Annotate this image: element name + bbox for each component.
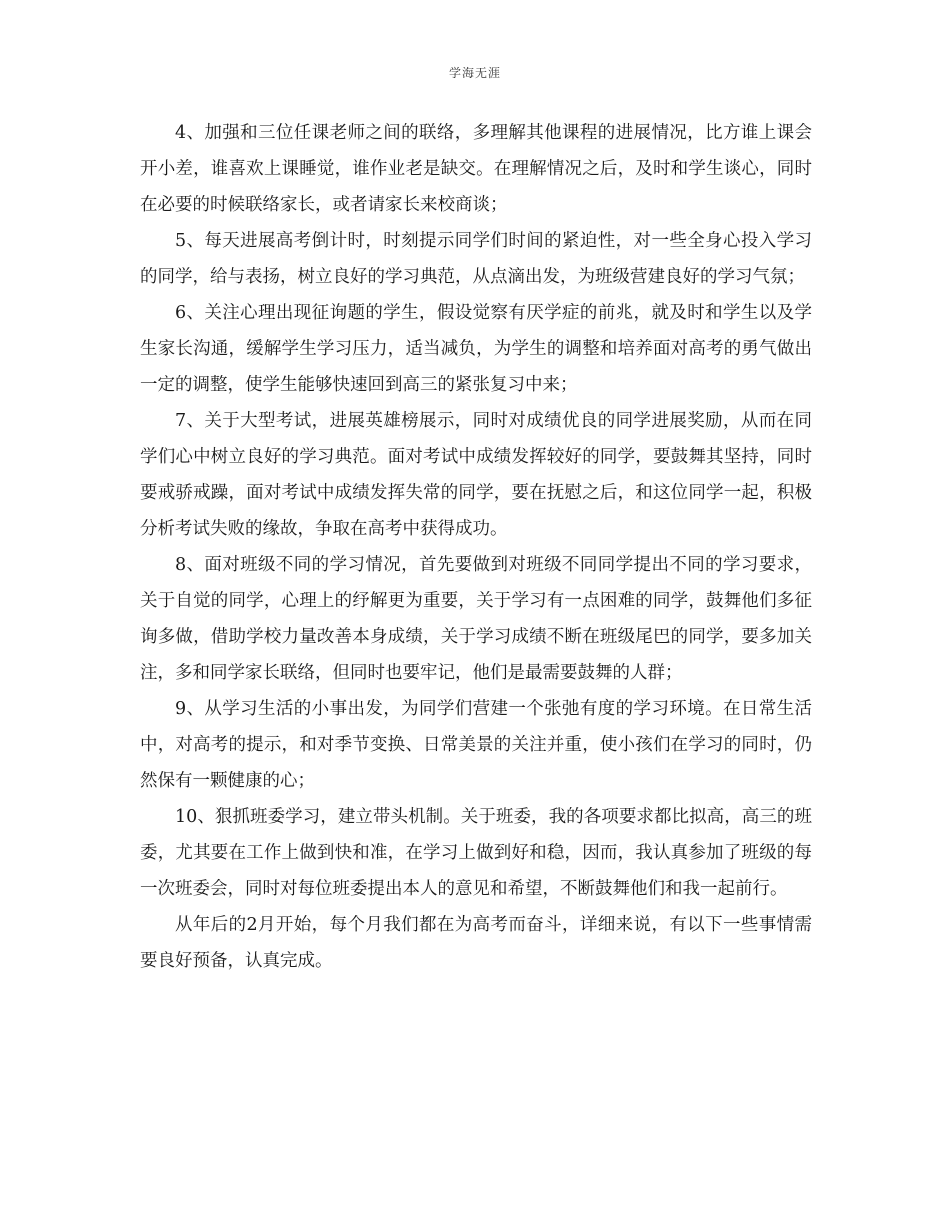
paragraph-item-4: 4、加强和三位任课老师之间的联络，多理解其他课程的进展情况，比方谁上课会开小差，谁喜欢上课睡觉，谁作业老是缺交。在理解情况之后，及时和学生谈心，同时在必要的时候联络家长，或者请家长来校商谈；	[140, 123, 812, 215]
paragraph-closing: 从年后的2月开始，每个月我们都在为高考而奋斗，详细来说，有以下一些事情需要良好预备，认真完成。	[140, 915, 812, 971]
paragraph-item-9: 9、从学习生活的小事出发，为同学们营建一个张弛有度的学习环境。在日常生活中，对高考的提示，和对季节变换、日常美景的关注并重，使小孩们在学习的同时，仍然保有一颗健康的心；	[140, 699, 812, 791]
document-body	[140, 115, 812, 979]
paragraph-item-8: 8、面对班级不同的学习情况，首先要做到对班级不同同学提出不同的学习要求，关于自觉的同学，心理上的纾解更为重要，关于学习有一点困难的同学，鼓舞他们多征询多做，借助学校力量改善本身成绩，关于学习成绩不断在班级尾巴的同学，要多加关注，多和同学家长联络，但同时也要牢记，他们是最需要鼓舞的人群；	[140, 555, 812, 683]
paragraph-item-5: 5、每天进展高考倒计时，时刻提示同学们时间的紧迫性，对一些全身心投入学习的同学，给与表扬，树立良好的学习典范，从点滴出发，为班级营建良好的学习气氛；	[140, 231, 812, 287]
page-header: 学海无涯	[448, 66, 501, 80]
paragraph-item-6: 6、关注心理出现征询题的学生，假设觉察有厌学症的前兆，就及时和学生以及学生家长沟通，缓解学生学习压力，适当减负，为学生的调整和培养面对高考的勇气做出一定的调整，使学生能够快速回到高三的紧张复习中来；	[140, 303, 812, 395]
paragraph-item-10: 10、狠抓班委学习，建立带头机制。关于班委，我的各项要求都比拟高，高三的班委，尤其要在工作上做到快和准，在学习上做到好和稳，因而，我认真参加了班级的每一次班委会，同时对每位班委提出本人的意见和希望，不断鼓舞他们和我一起前行。	[140, 807, 812, 899]
paragraph-item-7: 7、关于大型考试，进展英雄榜展示，同时对成绩优良的同学进展奖励，从而在同学们心中树立良好的学习典范。面对考试中成绩发挥较好的同学，要鼓舞其坚持，同时要戒骄戒躁，面对考试中成绩发挥失常的同学，要在抚慰之后，和这位同学一起，积极分析考试失败的缘故，争取在高考中获得成功。	[140, 411, 812, 539]
